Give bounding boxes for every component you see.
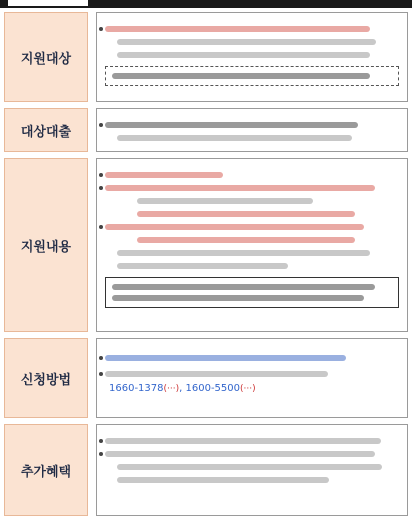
section-support-details: [4, 158, 408, 332]
section-eligibility: [4, 12, 408, 102]
contact-phone-2: 1600-5500: [185, 383, 241, 394]
contact-separator: ,: [179, 383, 183, 394]
text-line: [117, 464, 382, 470]
section-content-how-to-apply: [96, 338, 408, 418]
text-line: [105, 438, 381, 444]
section-label-support-details: 지원내용: [4, 158, 88, 332]
text-line: [105, 371, 328, 377]
text-line: [105, 122, 358, 128]
text-line: [117, 250, 370, 256]
section-label-target-loans: 대상대출: [4, 108, 88, 152]
section-target-loans: [4, 108, 408, 152]
contact-phone-1: 1660-1378: [109, 383, 164, 394]
top-rule-tab: [6, 0, 90, 8]
text-line: [105, 185, 375, 191]
text-line: [105, 172, 223, 178]
section-label-how-to-apply: 신청방법: [4, 338, 88, 418]
text-line: [112, 295, 364, 301]
support-note-box: [105, 277, 399, 308]
text-line: [105, 451, 375, 457]
section-additional-benefits: [4, 424, 408, 516]
section-content-additional-benefits: [96, 424, 408, 516]
text-line: [117, 477, 329, 483]
text-line: [117, 135, 352, 141]
text-line: [112, 73, 370, 79]
text-line: [137, 198, 313, 204]
eligibility-note-box: [105, 66, 399, 86]
section-content-target-loans: [96, 108, 408, 152]
text-line: [137, 211, 355, 217]
contact-line: [109, 383, 399, 394]
text-line: [117, 52, 370, 58]
text-line: [137, 237, 355, 243]
contact-phone-1-org: (···): [163, 384, 180, 394]
section-label-eligibility: 지원대상: [4, 12, 88, 102]
text-line: [112, 284, 375, 290]
section-label-additional-benefits: 추가혜택: [4, 424, 88, 516]
section-content-eligibility: [96, 12, 408, 102]
text-line: [105, 224, 364, 230]
section-content-support-details: [96, 158, 408, 332]
text-line: [105, 355, 346, 361]
contact-phone-2-org: (···): [240, 384, 256, 394]
section-how-to-apply: [4, 338, 408, 418]
text-line: [105, 26, 370, 32]
text-line: [117, 263, 288, 269]
top-rule: [0, 0, 412, 8]
text-line: [117, 39, 376, 45]
